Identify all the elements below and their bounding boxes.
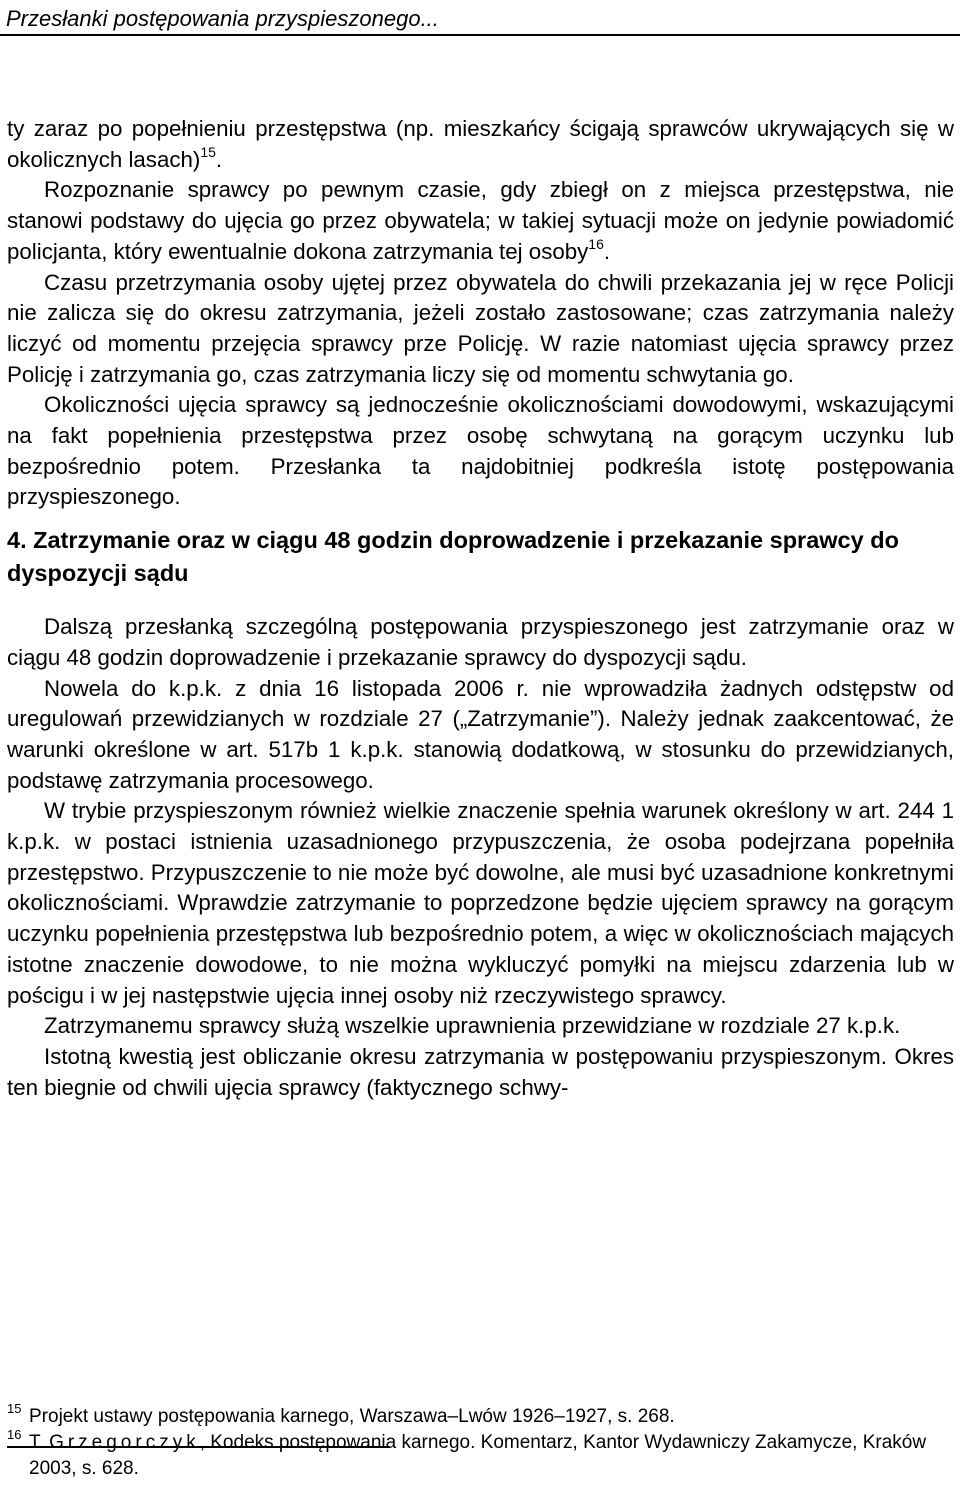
footnote-16 xyxy=(7,1427,954,1482)
running-header: Przesłanki postępowania przyspieszonego... xyxy=(6,6,439,31)
footnote-text: Projekt ustawy postępowania karnego, Warszawa–Lwów 1926–1927, s. 268. xyxy=(29,1406,675,1427)
header-divider xyxy=(0,34,960,36)
paragraph-4: Okoliczności ujęcia sprawcy są jednocześnie okolicznościami dowodowymi, wskazującymi na fakt popełnienia przestępstwa przez osobę schwytaną na gorącym uczynku lub bezpośrednio potem. Przesłanka ta najdobitniej podkreśla istotę postępowania przyspieszonego. xyxy=(7,392,954,510)
footnote-text: , Kodeks postępowania karnego. Komentarz, Kantor Wydawniczy Zakamycze, Kraków 2003, s. 628. xyxy=(29,1432,927,1479)
paragraph-2-end: . xyxy=(603,238,611,264)
footnote-mark: 15 xyxy=(7,1401,22,1416)
paragraph-3: Czasu przetrzymania osoby ujętej przez obywatela do chwili przekazania jej w ręce Policji nie zalicza się do okresu zatrzymania, jeżeli zostało zastosowane; czas zatrzymania należy liczyć od momentu przejęcia sprawcy prze Policję. W razie natomiast ujęcia sprawcy przez Policję i zatrzymania go, czas zatrzymania liczy się od momentu schwytania go. xyxy=(7,269,954,387)
footnote-mark: 16 xyxy=(7,1427,22,1442)
footnote-ref-15[interactable]: 15 xyxy=(200,143,216,160)
paragraph-8: Zatrzymanemu sprawcy służą wszelkie uprawnienia przewidziane w rozdziale 27 k.p.k. xyxy=(44,1013,901,1039)
section-heading: 4. Zatrzymanie oraz w ciągu 48 godzin doprowadzenie i przekazanie sprawcy do dyspozycji sądu xyxy=(7,527,899,587)
footnote-15 xyxy=(7,1401,954,1430)
paragraph-1 xyxy=(7,114,954,175)
footnotes xyxy=(7,1401,954,1482)
paragraph-9: Istotną kwestią jest obliczanie okresu zatrzymania w postępowaniu przyspieszonym. Okres ten biegnie od chwili ujęcia sprawcy (faktycznego schwy- xyxy=(7,1043,954,1100)
footnote-ref-16[interactable]: 16 xyxy=(588,235,604,252)
paragraph-2 xyxy=(7,175,954,267)
paragraph-5: Dalszą przesłanką szczególną postępowania przyspieszonego jest zatrzymanie oraz w ciągu 48 godzin doprowadzenie i przekazanie sprawcy do dyspozycji sądu. xyxy=(7,614,954,670)
footnote-author: Grzegorczyk xyxy=(49,1432,200,1453)
footnote-prefix: T. xyxy=(29,1432,50,1453)
paragraph-1-end: . xyxy=(215,146,223,172)
paragraph-2-text: Rozpoznanie sprawcy po pewnym czasie, gdy zbiegł on z miejsca przestępstwa, nie stanowi podstawy do ujęcia go przez obywatela; w takiej sytuacji może on jedynie powiadomić policjanta, który ewentualnie dokona zatrzymania tej osoby xyxy=(7,177,954,264)
paragraph-7: W trybie przyspieszonym również wielkie znaczenie spełnia warunek określony w art. 244 1 k.p.k. w postaci istnienia uzasadnionego przypuszczenia, że osoba podejrzana popełniła przestępstwo. Przypuszczenie to nie może być dowolne, ale musi być uzasadnione konkretnymi okolicznościami. Wprawdzie zatrzymanie to poprzedzone będzie ujęciem sprawcy na gorącym uczynku popełnienia przestępstwa lub bezpośrednio potem, a więc w okolicznościach mających istotne znaczenie dowodowe, to nie można wykluczyć pomyłki na miejscu zdarzenia lub w pościgu i w jej następstwie ujęcia innej osoby niż rzeczywistego sprawcy. xyxy=(7,798,954,1008)
page-body xyxy=(7,114,954,1103)
paragraph-1-text: ty zaraz po popełnieniu przestępstwa (np. mieszkańcy ścigają sprawców ukrywających się w okolicznych lasach) xyxy=(7,116,954,172)
paragraph-6: Nowela do k.p.k. z dnia 16 listopada 2006 r. nie wprowadziła żadnych odstępstw od uregulowań przewidzianych w rozdziale 27 („Zatrzymanie”). Należy jednak zaakcentować, że warunki określone w art. 517b 1 k.p.k. stanowią dodatkową, w stosunku do przewidzianych, podstawę zatrzymania procesowego. xyxy=(7,675,954,793)
